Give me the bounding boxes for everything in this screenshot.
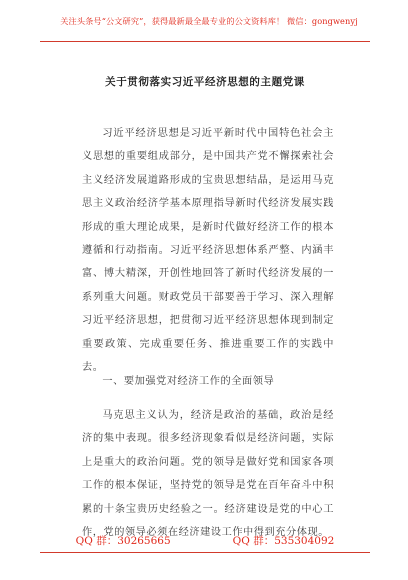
footer-contacts [40, 533, 370, 548]
header-banner: 关注头条号“公文研究”，获得最新最全最专业的公文资料库！ 微信：gongwenyj [60, 16, 358, 26]
document-title: 关于贯彻落实习近平经济思想的主题党课 [105, 76, 305, 88]
header-divider [40, 41, 370, 42]
body-paragraph-1: 习近平经济思想是习近平新时代中国特色社会主义思想的重要组成部分，是中国共产党不懈探索社会主义经济发展道路形成的宝贵思想结晶，是运用马克思主义政治经济学基本原理指导新时代经济发展实践形成的重大理论成果，是新时代做好经济工作的根本遵循和行动指南。习近平经济思想体系严整、内涵丰富、博大精深，开创性地回答了新时代经济发展的一系列重大问题。财政党员干部要善于学习、深入理解习近平经济思想，把贯彻习近平经济思想体现到制定重要政策、完成重要任务、推进重要工作的实践中去。 [82, 128, 334, 374]
footer-divider [40, 552, 370, 553]
body-paragraph-2: 马克思主义认为，经济是政治的基础，政治是经济的集中表现。很多经济现象看似是经济问题，实际上是重大的政治问题。党的领导是做好党和国家各项工作的根本保证，坚持党的领导是党在百年奋斗中积累的十条宝贵历史经验之一。经济建设是党的中心工作，党的领导必须在经济建设工作中得到充分体现。 [82, 410, 334, 539]
footer-qq-group-1: QQ 群：30265665 [75, 535, 171, 547]
section-heading-1: 一、要加强党对经济工作的全面领导 [102, 376, 275, 387]
footer-qq-group-2: QQ 群：535304092 [232, 535, 335, 547]
